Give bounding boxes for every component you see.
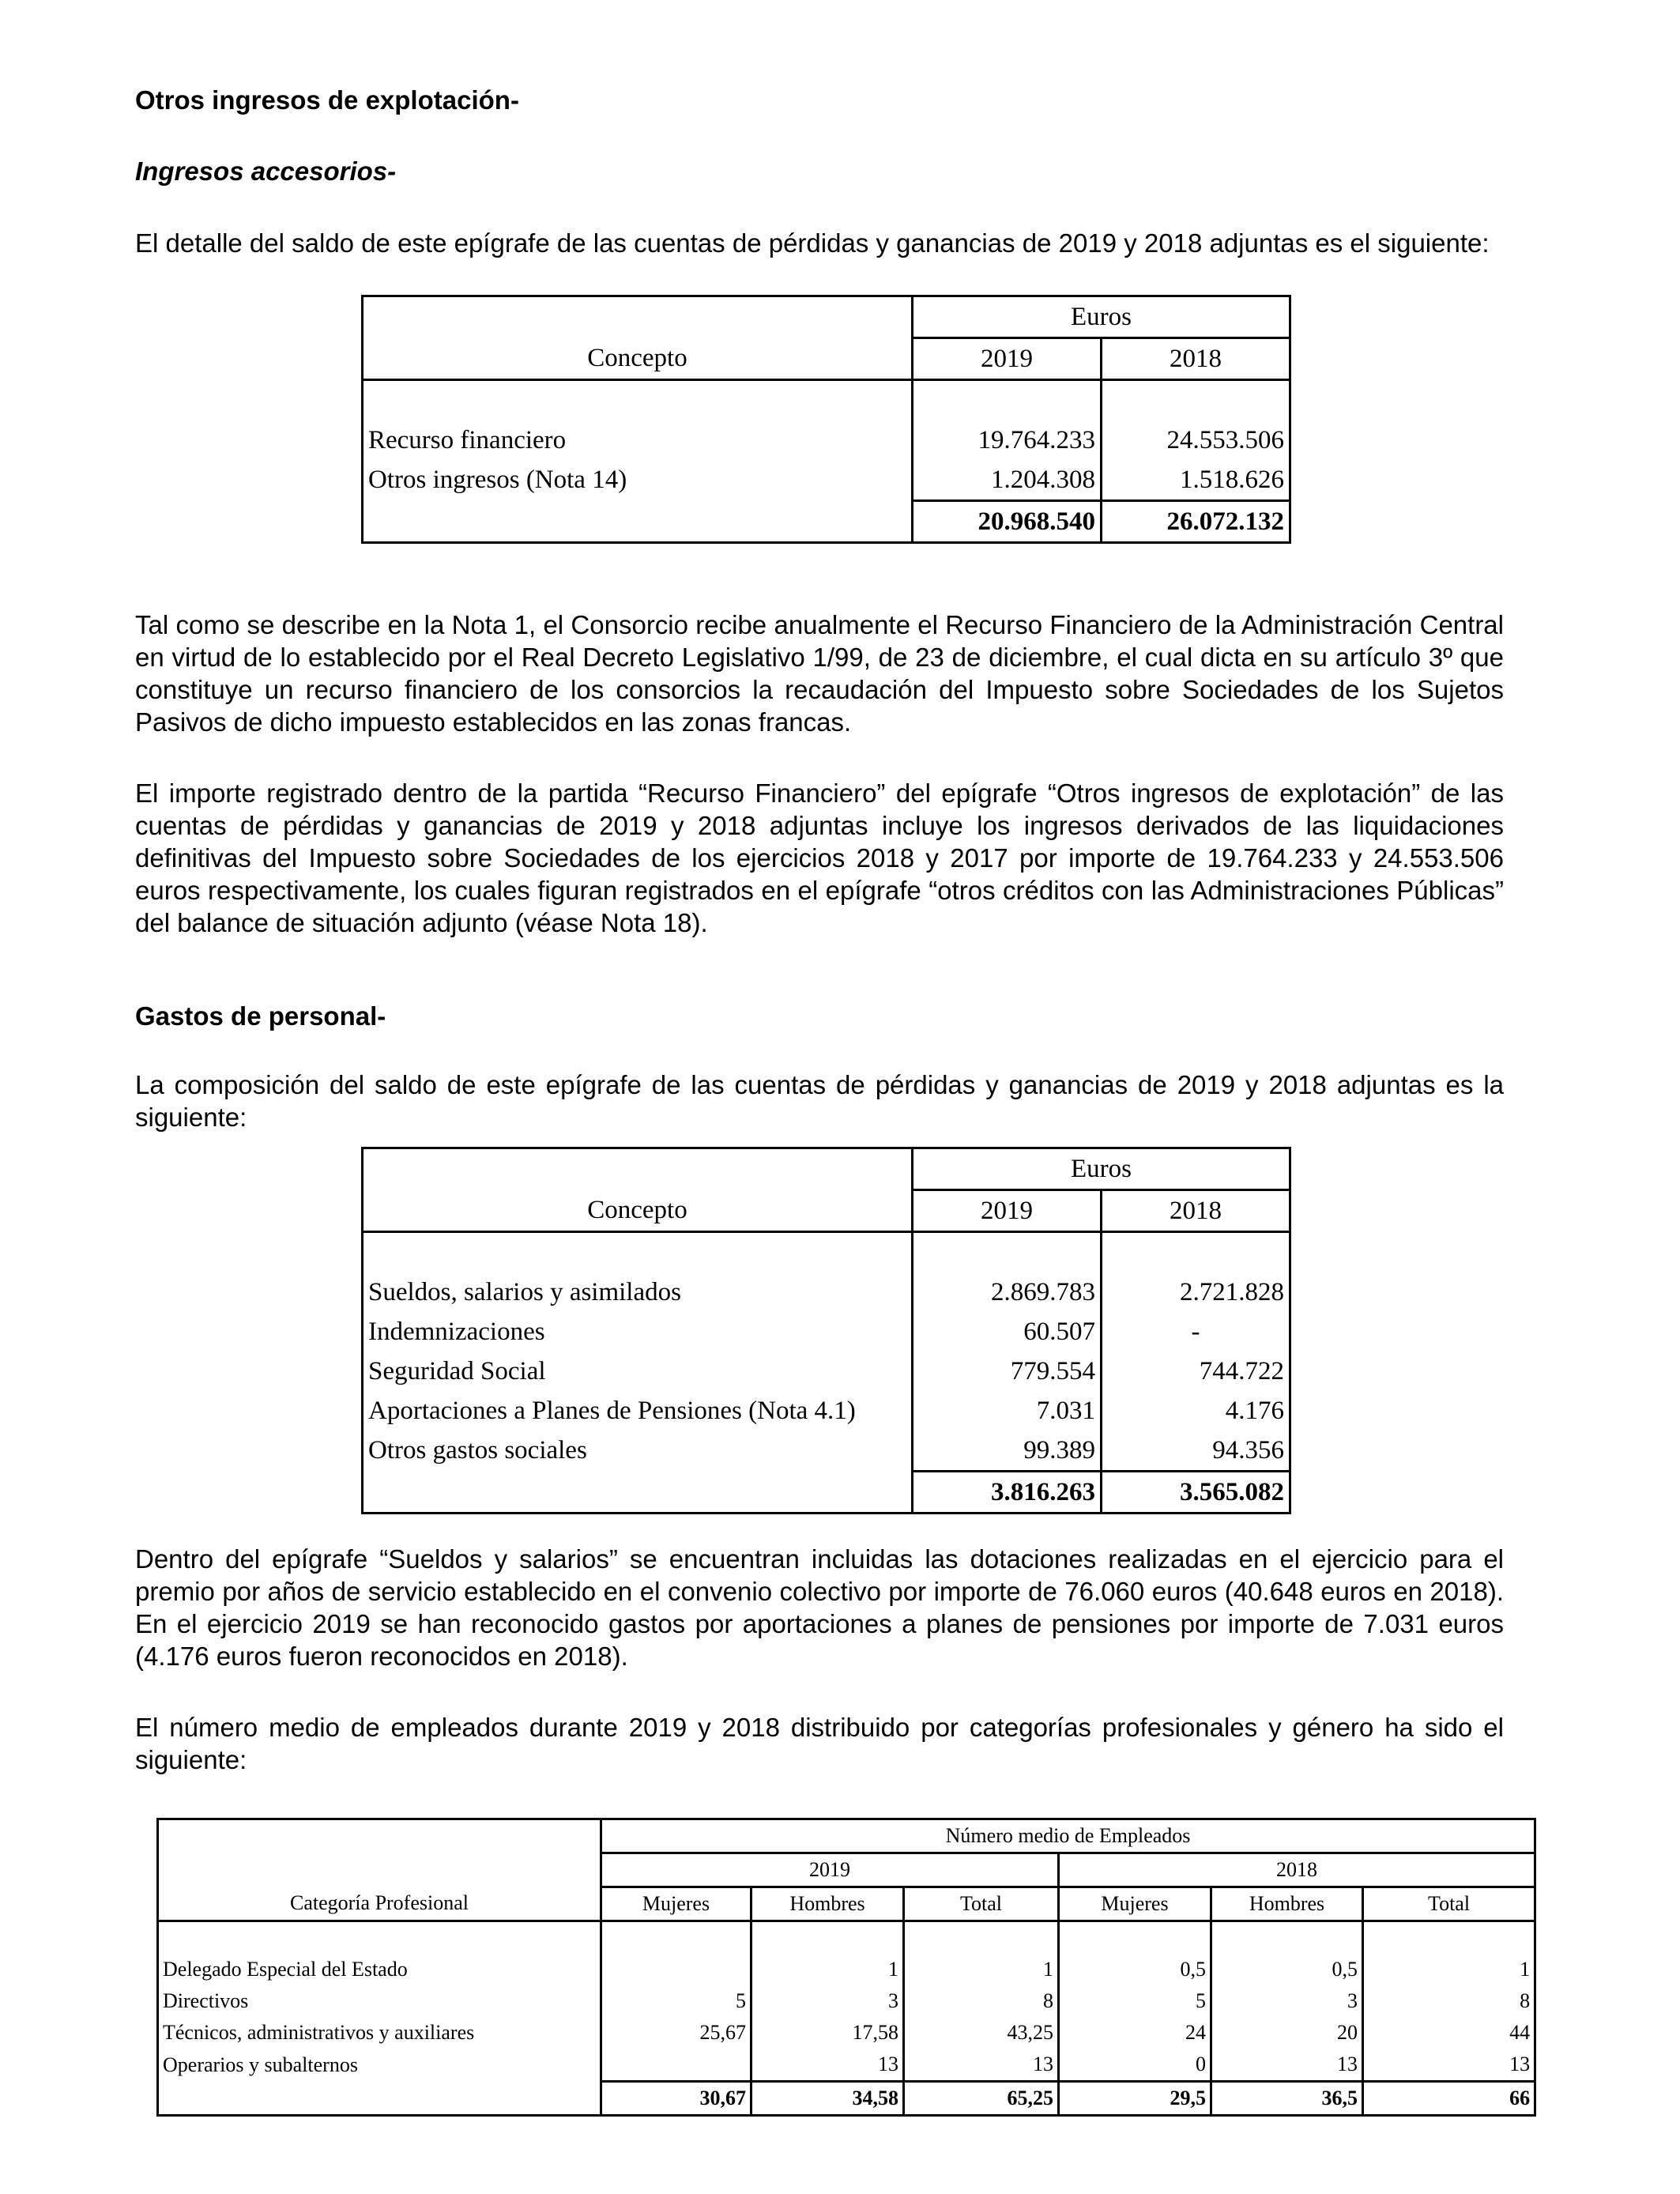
euros-header: Euros xyxy=(913,296,1290,338)
concept-header: Concepto xyxy=(363,338,913,380)
table-row: Otros gastos sociales 99.389 94.356 xyxy=(363,1431,1290,1472)
concept-header: Concepto xyxy=(363,1190,913,1232)
table-row: Directivos 5 3 8 5 3 8 xyxy=(158,1985,1535,2017)
ingresos-table xyxy=(361,295,1291,544)
table-row: Operarios y subalternos 13 13 0 13 13 xyxy=(158,2049,1535,2082)
year-2018-header: 2018 xyxy=(1102,1190,1290,1232)
col-hombres-2018: Hombres xyxy=(1211,1887,1363,1921)
empleados-table xyxy=(156,1818,1536,2117)
section-heading-otros-ingresos: Otros ingresos de explotación- xyxy=(135,85,519,115)
total-row: 30,67 34,58 65,25 29,5 36,5 66 xyxy=(158,2082,1535,2116)
table-row: Delegado Especial del Estado 1 1 0,5 0,5 1 xyxy=(158,1954,1535,1985)
numero-medio-header: Número medio de Empleados xyxy=(601,1819,1535,1853)
paragraph-recurso-financiero: Tal como se describe en la Nota 1, el Consorcio recibe anualmente el Recurso Financiero de la Administración Central en virtud de lo establecido por el Real Decreto Legislativo 1/99, de 23 de diciembre, el cual dicta en su artículo 3º que constituye un recurso financiero de los consorcios la recaudación del Impuesto sobre Sociedades de los Sujetos Pasivos de dicho impuesto establecidos en las zonas francas. xyxy=(135,610,1504,737)
euros-header: Euros xyxy=(913,1148,1290,1190)
table-row: Sueldos, salarios y asimilados 2.869.783 2.721.828 xyxy=(363,1272,1290,1312)
table-row: Indemnizaciones 60.507 - xyxy=(363,1312,1290,1351)
categoria-header: Categoría Profesional xyxy=(158,1887,601,1921)
col-total-2019: Total xyxy=(904,1887,1059,1921)
col-hombres-2019: Hombres xyxy=(751,1887,904,1921)
section-heading-gastos-personal: Gastos de personal- xyxy=(135,1001,386,1031)
paragraph-sueldos-salarios: Dentro del epígrafe “Sueldos y salarios” se encuentran incluidas las dotaciones realizadas en el ejercicio para el premio por años de servicio establecido en el convenio colectivo por importe de 76.060 euros (40.648 euros en 2018). En el ejercicio 2019 se han reconocido gastos por aportaciones a planes de pensiones por importe de 7.031 euros (4.176 euros fueron reconocidos en 2018). xyxy=(135,1544,1504,1671)
table-row: Aportaciones a Planes de Pensiones (Nota 4.1) 7.031 4.176 xyxy=(363,1391,1290,1431)
table-row: Otros ingresos (Nota 14) 1.204.308 1.518.626 xyxy=(363,460,1290,501)
col-total-2018: Total xyxy=(1363,1887,1535,1921)
year-2018-header: 2018 xyxy=(1102,338,1290,380)
table-row: Recurso financiero 19.764.233 24.553.506 xyxy=(363,420,1290,460)
subsection-heading-ingresos-accesorios: Ingresos accesorios- xyxy=(135,156,397,186)
table-row: Seguridad Social 779.554 744.722 xyxy=(363,1351,1290,1391)
col-mujeres-2019: Mujeres xyxy=(601,1887,751,1921)
year-2019-header: 2019 xyxy=(913,338,1102,380)
total-row: 3.816.263 3.565.082 xyxy=(363,1472,1290,1514)
total-row: 20.968.540 26.072.132 xyxy=(363,501,1290,543)
paragraph-numero-medio: El número medio de empleados durante 2019 y 2018 distribuido por categorías profesionales y género ha sido el siguiente: xyxy=(135,1713,1504,1774)
col-mujeres-2018: Mujeres xyxy=(1059,1887,1211,1921)
year-2019-header: 2019 xyxy=(913,1190,1102,1232)
intro-paragraph-ingresos: El detalle del saldo de este epígrafe de las cuentas de pérdidas y ganancias de 2019 y 2018 adjuntas es el siguiente: xyxy=(135,228,1490,258)
year-2018-header: 2018 xyxy=(1059,1853,1535,1887)
table-row: Técnicos, administrativos y auxiliares 25,67 17,58 43,25 24 20 44 xyxy=(158,2017,1535,2049)
year-2019-header: 2019 xyxy=(601,1853,1059,1887)
paragraph-importe-registrado: El importe registrado dentro de la partida “Recurso Financiero” del epígrafe “Otros ingresos de explotación” de las cuentas de pérdidas y ganancias de 2019 y 2018 adjuntas incluye los ingresos derivados de las liquidaciones definitivas del Impuesto sobre Sociedades de los ejercicios 2018 y 2017 por importe de 19.764.233 y 24.553.506 euros respectivamente, los cuales figuran registrados en el epígrafe “otros créditos con las Administraciones Públicas” del balance de situación adjunto (véase Nota 18). xyxy=(135,778,1504,937)
intro-paragraph-gastos: La composición del saldo de este epígrafe de las cuentas de pérdidas y ganancias de 2019 y 2018 adjuntas es la siguiente: xyxy=(135,1070,1504,1132)
gastos-personal-table xyxy=(361,1147,1291,1514)
